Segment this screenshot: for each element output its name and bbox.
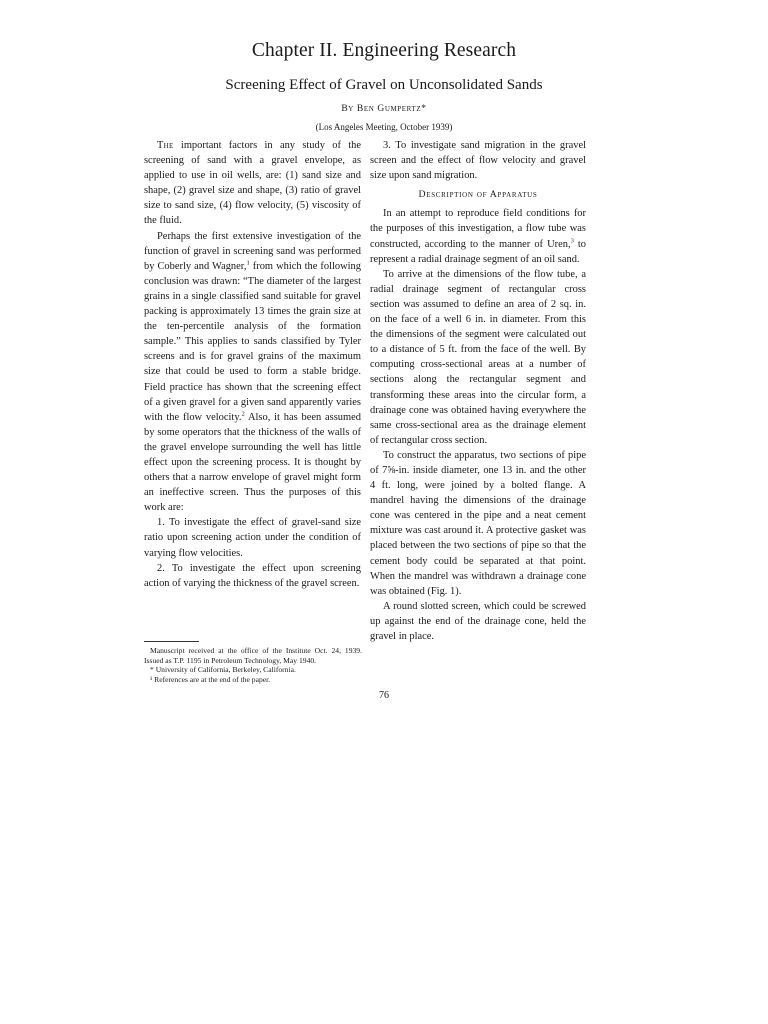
footnotes [144, 646, 362, 684]
lead-word: The [157, 140, 174, 151]
purpose-item-3: 3. To investigate sand migration in the gravel screen and the effect of flow velocity and gravel size upon sand migration. [370, 140, 586, 182]
left-column [144, 138, 361, 591]
apparatus-paragraph-1 [370, 206, 586, 266]
footnote-manuscript: Manuscript received at the office of the Institute Oct. 24, 1939. Issued as T.P. 1195 in Petroleum Technology, May 1940. [144, 646, 362, 665]
background-text-c: Also, it has been assumed by some operators that the thickness of the walls of the gravel envelope surrounding the well has little effect upon the screening process. It is thought by others that a narrow envelope of gravel might form an ineffective screen. Thus the purposes of this work are: [144, 411, 361, 514]
apparatus-text-b: to represent a radial drainage segment of an oil sand. [370, 238, 586, 265]
purpose-item-2: 2. To investigate the effect upon screening action of varying the thickness of the gravel screen. [144, 562, 361, 589]
intro-text: important factors in any study of the screening of sand with a gravel envelope, as applied to use in oil wells, are: (1) sand size and shape, (2) gravel size and shape, (3) ratio of gravel size to sand size, (4) flow velocity, (5) viscosity of the fluid. [144, 140, 361, 227]
purpose-item-1: 1. To investigate the effect of gravel-sand size ratio upon screening action under the condition of varying flow velocities. [144, 517, 361, 559]
reference-mark-2: 2 [241, 410, 245, 418]
apparatus-paragraph-3: To construct the apparatus, two sections of pipe of 7⅝-in. inside diameter, one 13 in. and the other 4 ft. long, were joined by a bolted flange. A mandrel having the dimensions of the drainage cone was centered in the pipe and a neat cement mixture was cast around it. A protective gasket was placed between the two sections of pipe so that the cement body could be separated at that point. When the mandrel was withdrawn a drainage cone was obtained (Fig. 1). [370, 449, 586, 597]
reference-mark-3: 3 [570, 237, 574, 245]
apparatus-paragraph-2: To arrive at the dimensions of the flow tube, a radial drainage segment of rectangular cross section was assumed to define an area of 2 sq. in. on the face of a well 6 in. in diameter. From this the dimensions of the segment were calculated out to a distance of 5 ft. from the face of the well. By computing cross-sectional areas at a number of sections along the rectangular segment and transforming these areas into the circular form, a drainage cone was obtained having everywhere the same cross-sectional area as the drainage element of rectangular cross section. [370, 268, 586, 446]
right-column [370, 138, 586, 644]
apparatus-text-a: In an attempt to reproduce field conditions for the purposes of this investigation, a flow tube was constructed, according to the manner of Uren, [370, 208, 586, 250]
background-paragraph [144, 229, 361, 516]
background-text-a: Perhaps the first extensive investigation of the function of gravel in screening sand was performed by Coberly and Wagner, [144, 230, 361, 272]
meeting-note: (Los Angeles Meeting, October 1939) [315, 122, 453, 132]
intro-paragraph [144, 138, 361, 229]
background-text-b: from which the following conclusion was drawn: “The diameter of the largest grains in a single classified sand suitable for gravel packing is approximately 13 times the grain size at the ten-percentile analysis of the formation sample.” This applies to sands classified by Tyler screens and is for gravel grains of the maximum size that could be used to form a stable bridge. Field practice has shown that the screening effect of a given gravel for a given sand apparently varies with the flow velocity. [144, 260, 361, 423]
page-number: 76 [379, 690, 389, 701]
author-byline: By Ben Gumpertz* [341, 104, 427, 114]
paper-title: Screening Effect of Gravel on Unconsolidated Sands [225, 77, 543, 93]
reference-mark-1: 1 [246, 259, 250, 267]
footnote-affiliation: * University of California, Berkeley, California. [150, 665, 296, 675]
section-heading: Description of Apparatus [418, 189, 538, 201]
chapter-title: Chapter II. Engineering Research [251, 40, 517, 61]
footnote-rule [144, 641, 199, 642]
footnote-references: ¹ References are at the end of the paper. [150, 674, 271, 684]
apparatus-paragraph-4: A round slotted screen, which could be screwed up against the end of the drainage cone, held the gravel in place. [370, 600, 586, 642]
